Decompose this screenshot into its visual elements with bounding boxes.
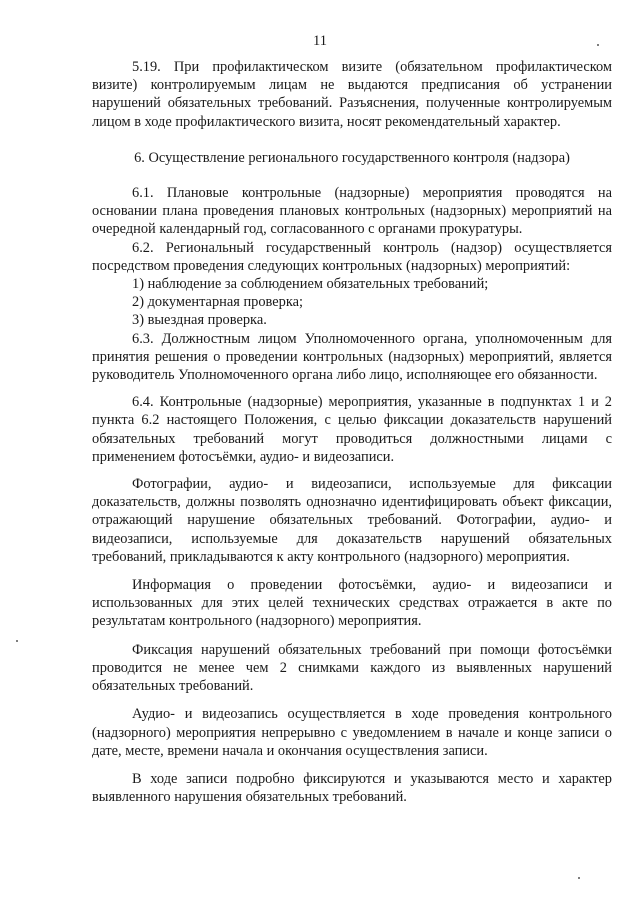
paragraph-audio: Аудио- и видеозапись осуществляется в ходе проведения контрольного (надзорного) мероприятия непрерывно с уведомлением в начале и конце записи о дате, месте, времени начала и окончания осуществления записи. <box>92 706 612 759</box>
paragraph-5-19: 5.19. При профилактическом визите (обязательном профилактическом визите) контролируемым лицам не выдаются предписания об устранении нарушений обязательных требований. Разъяснения, полученные контролируемым лицом в ходе профилактического визита, носят рекомендательный характер. <box>92 59 612 130</box>
list-item-1: 1) наблюдение за соблюдением обязательных требований; <box>132 276 489 293</box>
paragraph-6-3: 6.3. Должностным лицом Уполномоченного органа, уполномоченным для принятия решения о проведении контрольных (надзорных) мероприятий, является руководитель Уполномоченного органа либо лицо, исполняющее его обязанности. <box>92 330 612 384</box>
scan-speck <box>597 44 599 46</box>
paragraph-info: Информация о проведении фотосъёмки, аудио- и видеозаписи и использованных для этих целей технических средствах отражается в акте по результатам контрольного (надзорного) мероприятия. <box>92 577 612 630</box>
section-6-heading: 6. Осуществление регионального государственного контроля (надзора) <box>134 149 570 166</box>
scan-speck <box>16 640 18 642</box>
paragraph-record: В ходе записи подробно фиксируются и указываются место и характер выявленного нарушения обязательных требований. <box>92 770 612 806</box>
paragraph-6-2: 6.2. Региональный государственный контроль (надзор) осуществляется посредством проведения следующих контрольных (надзорных) мероприятий: <box>92 239 612 274</box>
list-item-3: 3) выездная проверка. <box>132 312 267 329</box>
page-number: 11 <box>313 33 327 49</box>
list-item-2: 2) документарная проверка; <box>132 294 303 311</box>
paragraph-6-4: 6.4. Контрольные (надзорные) мероприятия, указанные в подпунктах 1 и 2 пункта 6.2 настоящего Положения, с целью фиксации доказательств нарушений обязательных требований могут проводиться должностными лицами с применением фотосъёмки, аудио- и видеозаписи. <box>92 394 612 465</box>
paragraph-photo: Фотографии, аудио- и видеозаписи, используемые для фиксации доказательств, должны позволять однозначно идентифицировать объект фиксации, отражающий нарушение обязательных требований. Фотографии, аудио- и видеозаписи, используемые для доказательств нарушений обязательных требований, прикладываются к акту контрольного (надзорного) мероприятия. <box>92 476 612 565</box>
document-body <box>92 58 612 806</box>
scan-speck <box>578 877 580 879</box>
paragraph-fixation: Фиксация нарушений обязательных требований при помощи фотосъёмки проводится не менее чем 2 снимками каждого из выявленных нарушений обязательных требований. <box>92 641 612 695</box>
paragraph-6-1: 6.1. Плановые контрольные (надзорные) мероприятия проводятся на основании плана проведения плановых контрольных (надзорных) мероприятий на очередной календарный год, согласованного с органами прокуратуры. <box>92 185 612 238</box>
